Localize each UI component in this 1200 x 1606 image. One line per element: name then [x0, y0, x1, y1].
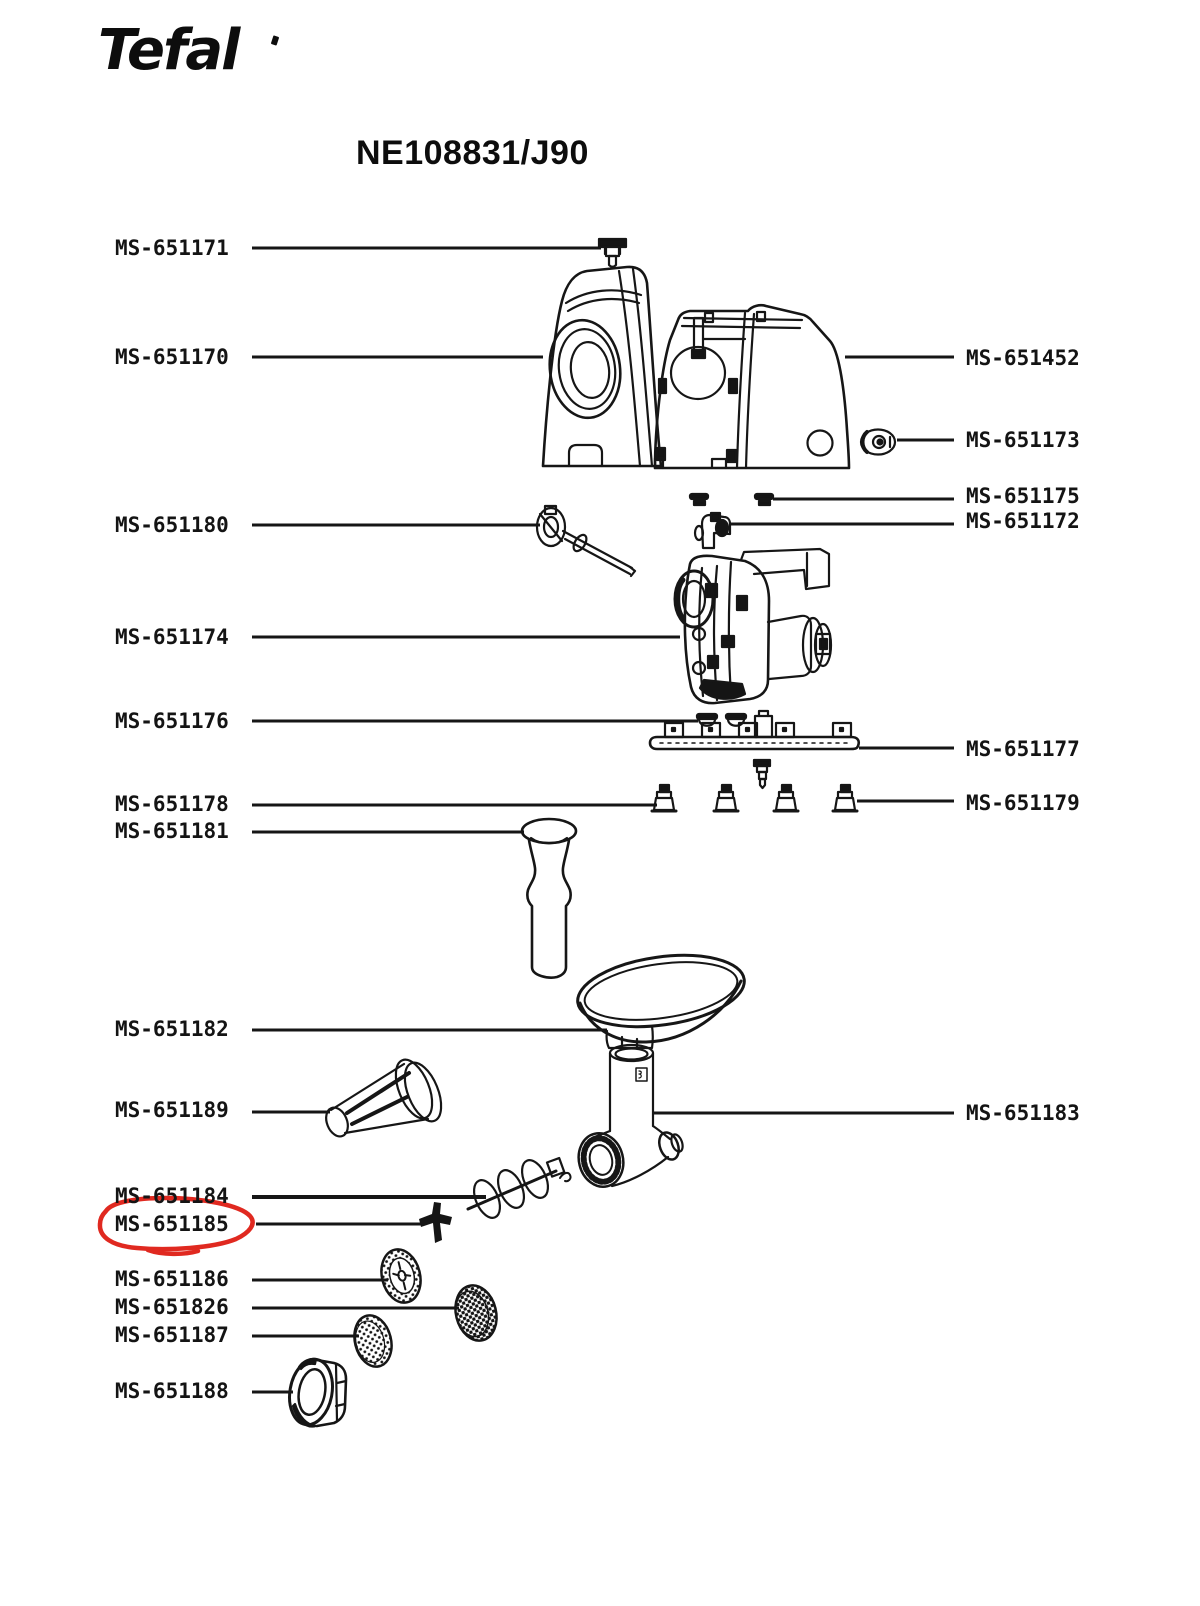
part-label-ms-651452: MS-651452: [966, 346, 1080, 370]
part-label-ms-651171: MS-651171: [115, 236, 229, 260]
part-label-ms-651186: MS-651186: [115, 1267, 229, 1291]
clips-drawing: [690, 494, 773, 505]
part-label-ms-651172: MS-651172: [966, 509, 1080, 533]
disc-fine-drawing: [450, 1281, 502, 1345]
ring-nut-drawing: [285, 1356, 346, 1428]
part-label-ms-651183: MS-651183: [966, 1101, 1080, 1125]
part-label-ms-651182: MS-651182: [115, 1017, 229, 1041]
part-label-ms-651175: MS-651175: [966, 484, 1080, 508]
part-label-ms-651177: MS-651177: [966, 737, 1080, 761]
auger-drawing: [468, 1156, 571, 1221]
part-label-ms-651178: MS-651178: [115, 792, 229, 816]
rubber-feet-drawing: [652, 785, 857, 811]
leader-lines: [252, 248, 954, 1392]
diagram-title: NE108831/J90: [356, 134, 589, 172]
part-label-ms-651188: MS-651188: [115, 1379, 229, 1403]
grinder-head-drawing: [573, 1045, 685, 1192]
part-label-ms-651826: MS-651826: [115, 1295, 229, 1319]
button-drawing: [861, 430, 895, 455]
disc-medium-drawing: [349, 1311, 397, 1370]
knife-drawing: [419, 1202, 452, 1243]
part-label-ms-651173: MS-651173: [966, 428, 1080, 452]
motor-assembly-drawing: [675, 549, 831, 703]
front-cover-drawing: [543, 267, 661, 466]
rear-housing-drawing: [655, 305, 849, 468]
screw-drawing: [599, 239, 626, 267]
part-label-ms-651185: MS-651185: [115, 1212, 229, 1236]
part-label-ms-651187: MS-651187: [115, 1323, 229, 1347]
tray-drawing: [573, 946, 749, 1048]
part-label-ms-651189: MS-651189: [115, 1098, 229, 1122]
funnel-drawing: [322, 1055, 448, 1140]
part-label-ms-651174: MS-651174: [115, 625, 229, 649]
part-label-ms-651181: MS-651181: [115, 819, 229, 843]
part-label-ms-651184: MS-651184: [115, 1184, 229, 1208]
bracket-drawing: [695, 513, 730, 548]
part-label-ms-651170: MS-651170: [115, 345, 229, 369]
disc-coarse-drawing: [376, 1245, 426, 1307]
brand-logo: Tefal: [98, 18, 239, 83]
part-label-ms-651176: MS-651176: [115, 709, 229, 733]
base-plate-drawing: [650, 711, 859, 788]
part-label-ms-651179: MS-651179: [966, 791, 1080, 815]
part-label-ms-651180: MS-651180: [115, 513, 229, 537]
pusher-drawing: [522, 819, 576, 978]
drive-shaft-drawing: [537, 506, 635, 576]
